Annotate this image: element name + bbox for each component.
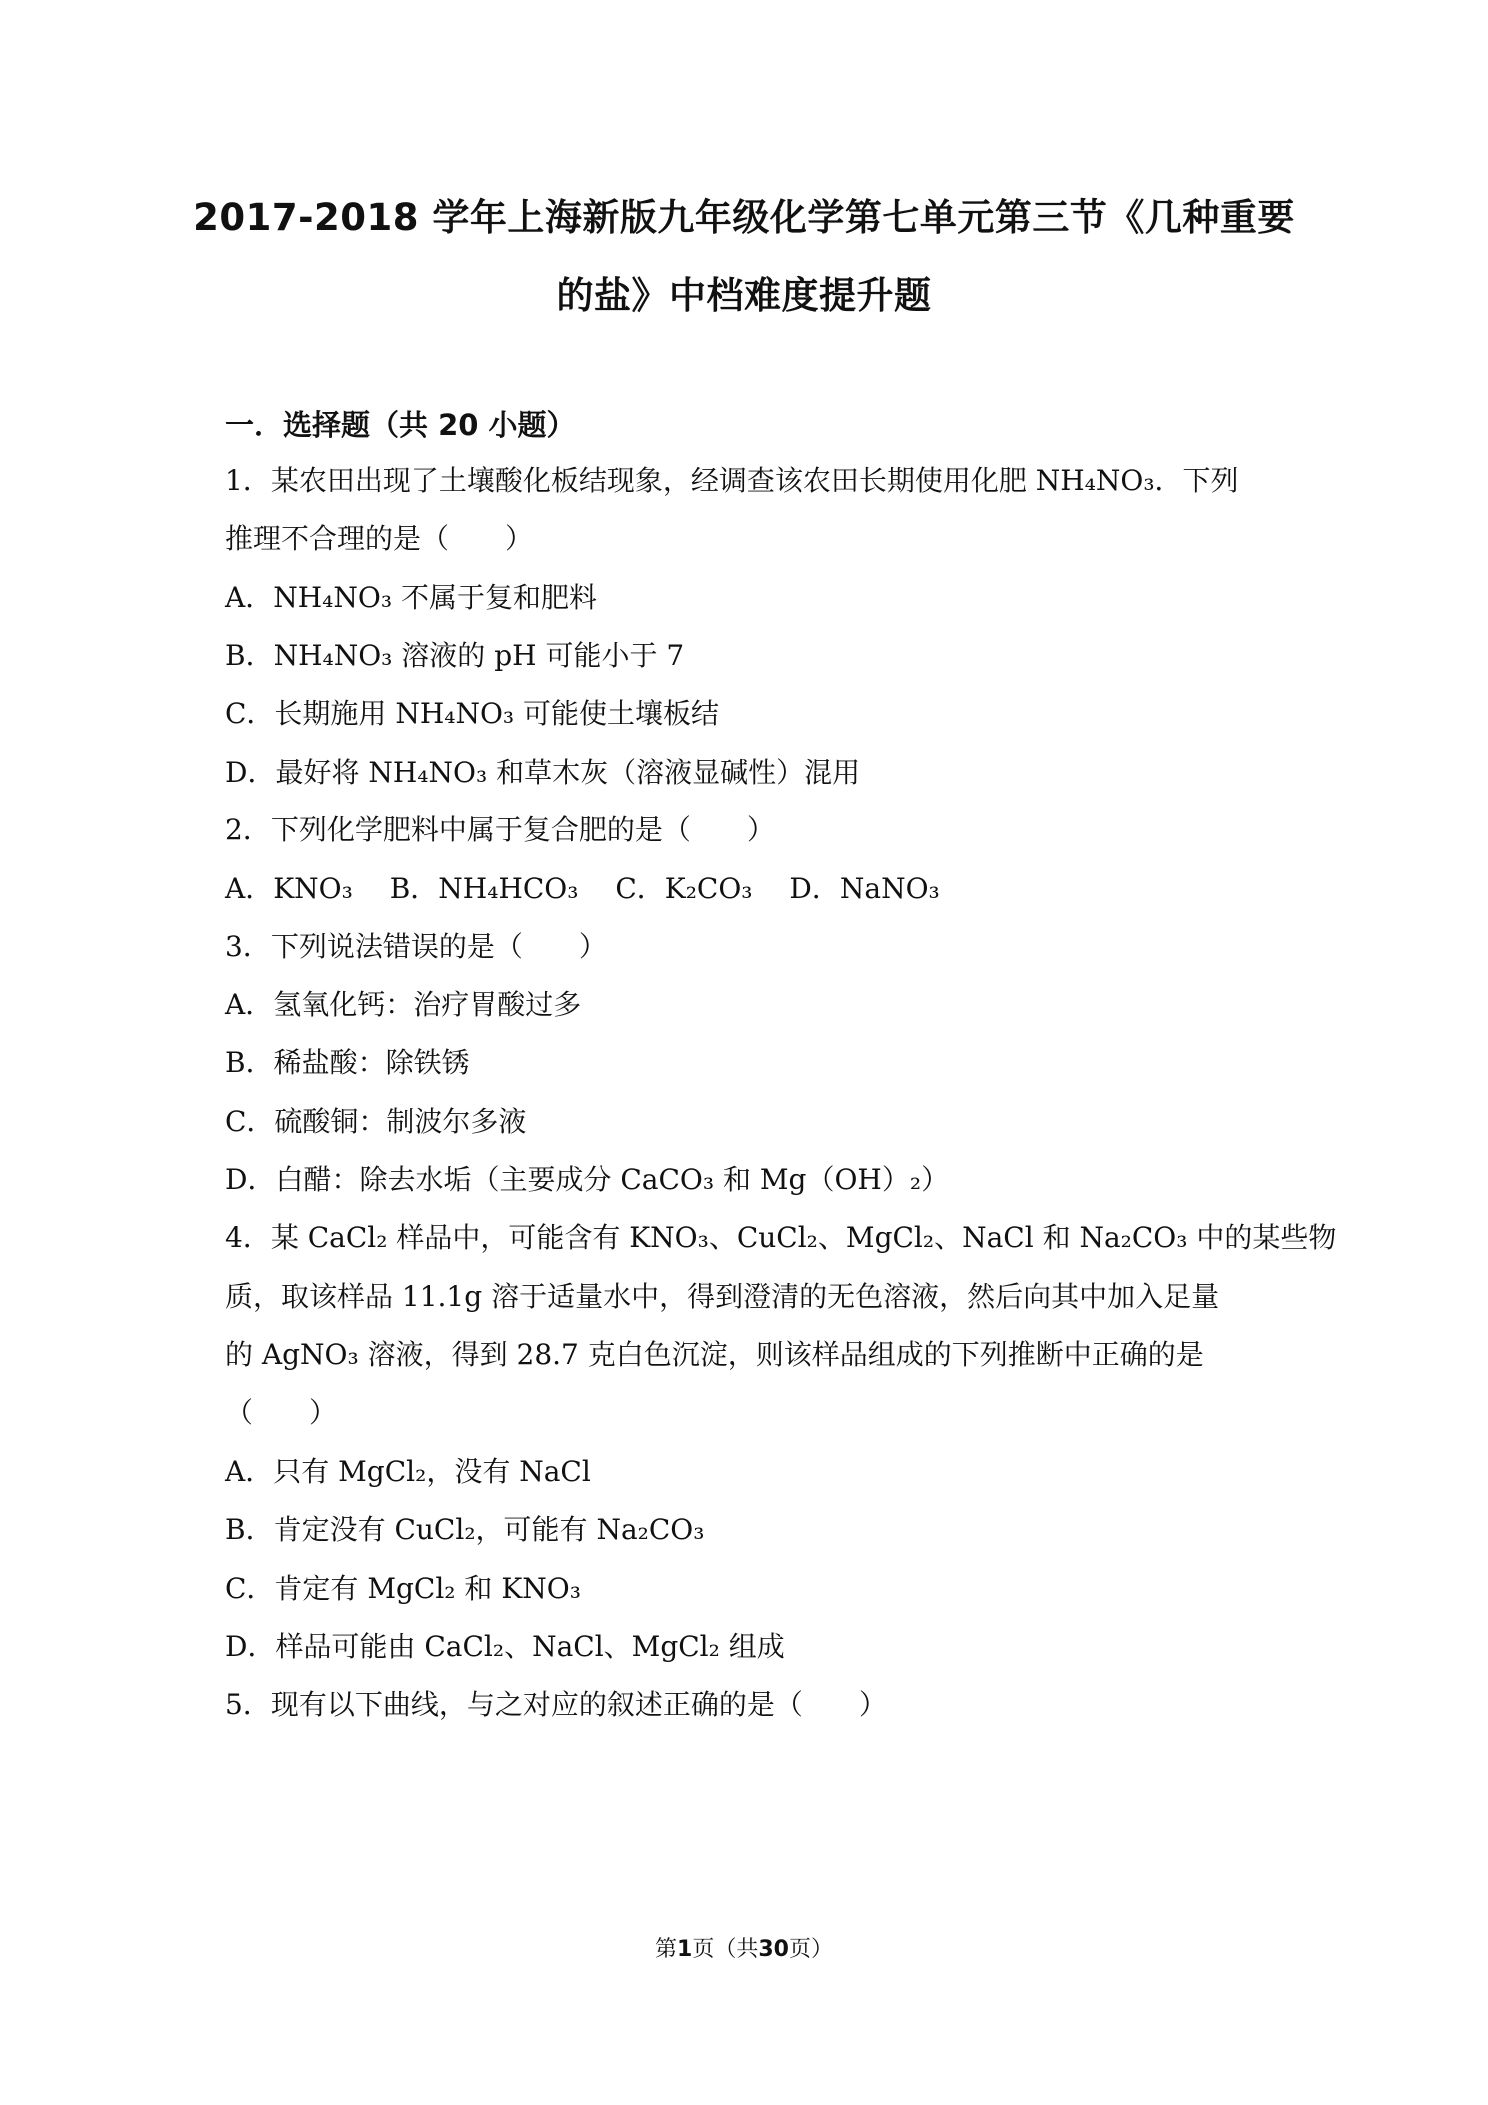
question-3-option-d: D．白醋：除去水垢（主要成分 CaCO₃ 和 Mg（OH）₂）	[225, 1163, 950, 1196]
question-4-option-b: B．肯定没有 CuCl₂，可能有 Na₂CO₃	[225, 1513, 705, 1546]
question-4-option-c: C．肯定有 MgCl₂ 和 KNO₃	[225, 1572, 581, 1605]
section-heading: 一．选择题（共 20 小题）	[225, 408, 576, 442]
question-4-line-2: 质，取该样品 11.1g 溶于适量水中，得到澄清的无色溶液，然后向其中加入足量	[225, 1280, 1220, 1313]
question-1-option-b: B．NH₄NO₃ 溶液的 pH 可能小于 7	[225, 639, 685, 672]
footer-suffix: 页）	[788, 1937, 833, 1962]
footer-total-pages: 30	[758, 1937, 789, 1962]
footer-page-number: 1	[677, 1937, 693, 1962]
question-1-option-d: D．最好将 NH₄NO₃ 和草木灰（溶液显碱性）混用	[225, 756, 861, 789]
question-4-line-3: 的 AgNO₃ 溶液，得到 28.7 克白色沉淀，则该样品组成的下列推断中正确的是	[225, 1338, 1204, 1371]
question-1-option-a: A．NH₄NO₃ 不属于复和肥料	[225, 581, 597, 614]
question-5-stem: 5．现有以下曲线，与之对应的叙述正确的是（ ）	[225, 1688, 887, 1721]
question-2-stem: 2．下列化学肥料中属于复合肥的是（ ）	[225, 813, 775, 846]
document-title-line-1: 2017-2018 学年上海新版九年级化学第七单元第三节《几种重要	[193, 196, 1295, 239]
question-1-line-1: 1．某农田出现了土壤酸化板结现象，经调查该农田长期使用化肥 NH₄NO₃．下列	[225, 464, 1239, 497]
question-1-option-c: C．长期施用 NH₄NO₃ 可能使土壤板结	[225, 697, 720, 730]
question-3-option-a: A．氢氧化钙：治疗胃酸过多	[225, 988, 582, 1021]
question-4-option-a: A．只有 MgCl₂，没有 NaCl	[225, 1455, 591, 1488]
document-title-line-2: 的盐》中档难度提升题	[556, 274, 932, 317]
question-3-option-b: B．稀盐酸：除铁锈	[225, 1046, 470, 1079]
question-2-options: A．KNO₃ B．NH₄HCO₃ C．K₂CO₃ D．NaNO₃	[225, 872, 940, 905]
question-4-line-4: （ ）	[225, 1396, 338, 1429]
question-4-line-1: 4．某 CaCl₂ 样品中，可能含有 KNO₃、CuCl₂、MgCl₂、NaCl 和 Na₂CO₃ 中的某些物	[225, 1221, 1337, 1254]
question-1-line-2: 推理不合理的是（ ）	[225, 522, 534, 555]
question-3-option-c: C．硫酸铜：制波尔多液	[225, 1105, 527, 1138]
footer-middle: 页（共	[692, 1937, 759, 1962]
question-4-option-d: D．样品可能由 CaCl₂、NaCl、MgCl₂ 组成	[225, 1630, 785, 1663]
footer-prefix: 第	[655, 1937, 678, 1962]
question-3-stem: 3．下列说法错误的是（ ）	[225, 930, 607, 963]
page-footer	[0, 1932, 1488, 1963]
